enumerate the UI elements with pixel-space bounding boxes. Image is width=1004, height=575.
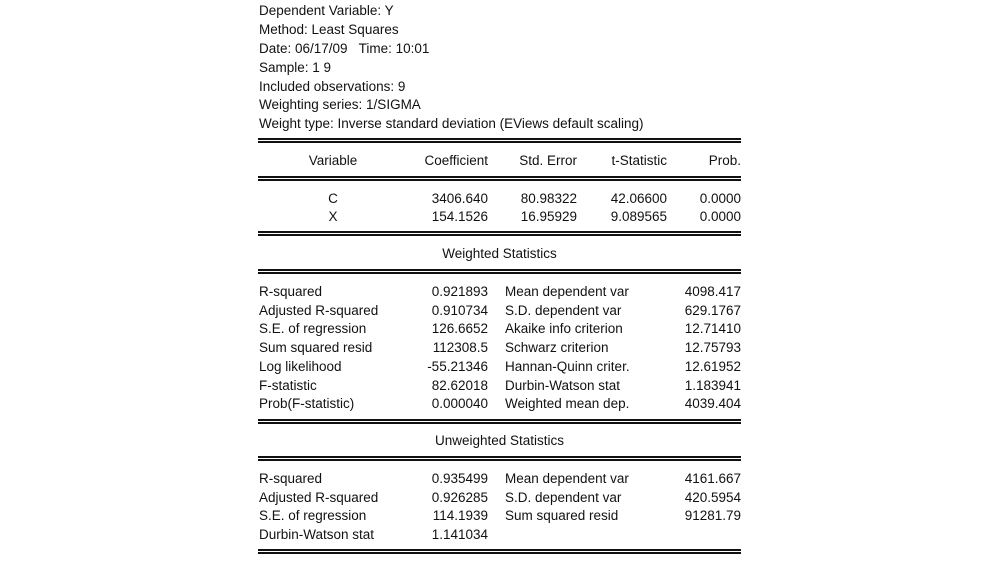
weighted-stat-row <box>258 394 741 413</box>
coef-row <box>258 207 741 226</box>
stat-value: 12.61952 <box>684 358 741 374</box>
prob-value: 0.0000 <box>699 191 741 206</box>
stat-label: F-statistic <box>259 377 317 393</box>
t-statistic-value: 42.06600 <box>610 191 667 206</box>
stat-value: 112308.5 <box>432 340 488 356</box>
stat-label: S.E. of regression <box>259 321 367 337</box>
sample-line: Sample: 1 9 <box>259 59 332 75</box>
table-bottom-rule <box>258 549 741 554</box>
std-error-value: 80.98322 <box>520 191 577 206</box>
stat-value: 0.935499 <box>431 471 488 486</box>
stat-value: 91281.79 <box>684 508 741 524</box>
coefficient-value: 3406.640 <box>431 191 488 206</box>
stat-label: Sum squared resid <box>505 508 619 524</box>
unweighted-stat-row <box>258 488 741 507</box>
std-error-value: 16.95929 <box>520 209 577 224</box>
stat-label: S.D. dependent var <box>505 302 622 318</box>
unweighted-statistics-title: Unweighted Statistics <box>434 433 565 448</box>
stat-label: Durbin-Watson stat <box>505 377 621 393</box>
stat-label: R-squared <box>259 284 323 299</box>
stat-label: Durbin-Watson stat <box>259 527 375 543</box>
method-line: Method: Least Squares <box>259 21 399 37</box>
stat-label: Weighted mean dep. <box>505 396 630 412</box>
weighted-stat-row <box>258 338 741 357</box>
col-header-t-statistic: t-Statistic <box>611 153 667 168</box>
table-top-rule <box>258 138 741 143</box>
stat-value: 420.5954 <box>684 489 741 505</box>
weighted-title-rule <box>258 269 741 274</box>
stat-value: 1.183941 <box>684 377 741 393</box>
stat-value: 4161.667 <box>684 471 741 486</box>
col-header-std-error: Std. Error <box>519 153 577 168</box>
col-header-prob: Prob. <box>708 153 741 168</box>
weighted-stat-row <box>258 319 741 338</box>
stat-value: 4098.417 <box>684 284 741 299</box>
stat-label: S.E. of regression <box>259 508 367 524</box>
coef-row <box>258 189 741 208</box>
stat-value: 1.141034 <box>431 527 488 543</box>
dependent-variable-line: Dependent Variable: Y <box>259 3 394 18</box>
stat-value: 114.1939 <box>432 508 488 524</box>
coefficient-value: 154.1526 <box>431 209 488 224</box>
weighting-series-line: Weighting series: 1/SIGMA <box>259 97 421 113</box>
weighted-statistics-title: Weighted Statistics <box>442 246 557 261</box>
stat-value: 0.000040 <box>431 396 488 412</box>
unweighted-stat-row <box>258 525 741 544</box>
stat-value: 12.71410 <box>684 321 741 337</box>
stat-label: Mean dependent var <box>505 471 629 486</box>
coef-header-row <box>258 151 741 170</box>
header-bottom-rule <box>258 176 741 181</box>
unweighted-stat-row <box>258 506 741 525</box>
stat-label: Adjusted R-squared <box>259 302 379 318</box>
col-header-coefficient: Coefficient <box>424 153 488 168</box>
col-header-variable: Variable <box>308 153 358 168</box>
stat-value: 0.926285 <box>431 489 488 505</box>
variable-name: C <box>328 191 338 206</box>
stat-value: 0.921893 <box>431 284 488 299</box>
regression-header <box>259 2 643 134</box>
stat-label: Schwarz criterion <box>505 340 609 356</box>
weighted-bottom-rule <box>258 419 741 424</box>
stat-label: Log likelihood <box>259 358 342 374</box>
unweighted-title-rule <box>258 456 741 461</box>
unweighted-stat-row <box>258 469 741 488</box>
stat-label: Adjusted R-squared <box>259 489 379 505</box>
stat-label: Prob(F-statistic) <box>259 396 355 412</box>
observations-line: Included observations: 9 <box>259 78 406 94</box>
weight-type-line: Weight type: Inverse standard deviation (EViews default scaling) <box>259 116 644 132</box>
variable-name: X <box>328 209 338 224</box>
stat-label: Mean dependent var <box>505 284 629 299</box>
stat-value: 0.910734 <box>431 302 488 318</box>
stat-label: Sum squared resid <box>259 340 373 356</box>
weighted-stat-row <box>258 357 741 376</box>
stat-value: 12.75793 <box>684 340 741 356</box>
stat-label: Hannan-Quinn criter. <box>505 358 630 374</box>
weighted-stat-row <box>258 301 741 320</box>
date-time-line: Date: 06/17/09 Time: 10:01 <box>259 40 430 56</box>
t-statistic-value: 9.089565 <box>610 209 667 224</box>
weighted-stat-row <box>258 282 741 301</box>
stat-label: S.D. dependent var <box>505 489 622 505</box>
prob-value: 0.0000 <box>699 209 741 224</box>
stat-value: 126.6652 <box>431 321 488 337</box>
stat-value: 82.62018 <box>431 377 488 393</box>
stat-value: 629.1767 <box>684 302 741 318</box>
coef-bottom-rule <box>258 231 741 236</box>
stat-value: 4039.404 <box>684 396 741 412</box>
stat-value: -55.21346 <box>427 358 488 374</box>
stat-label: Akaike info criterion <box>505 321 623 337</box>
weighted-stat-row <box>258 376 741 395</box>
stat-label: R-squared <box>259 471 323 486</box>
